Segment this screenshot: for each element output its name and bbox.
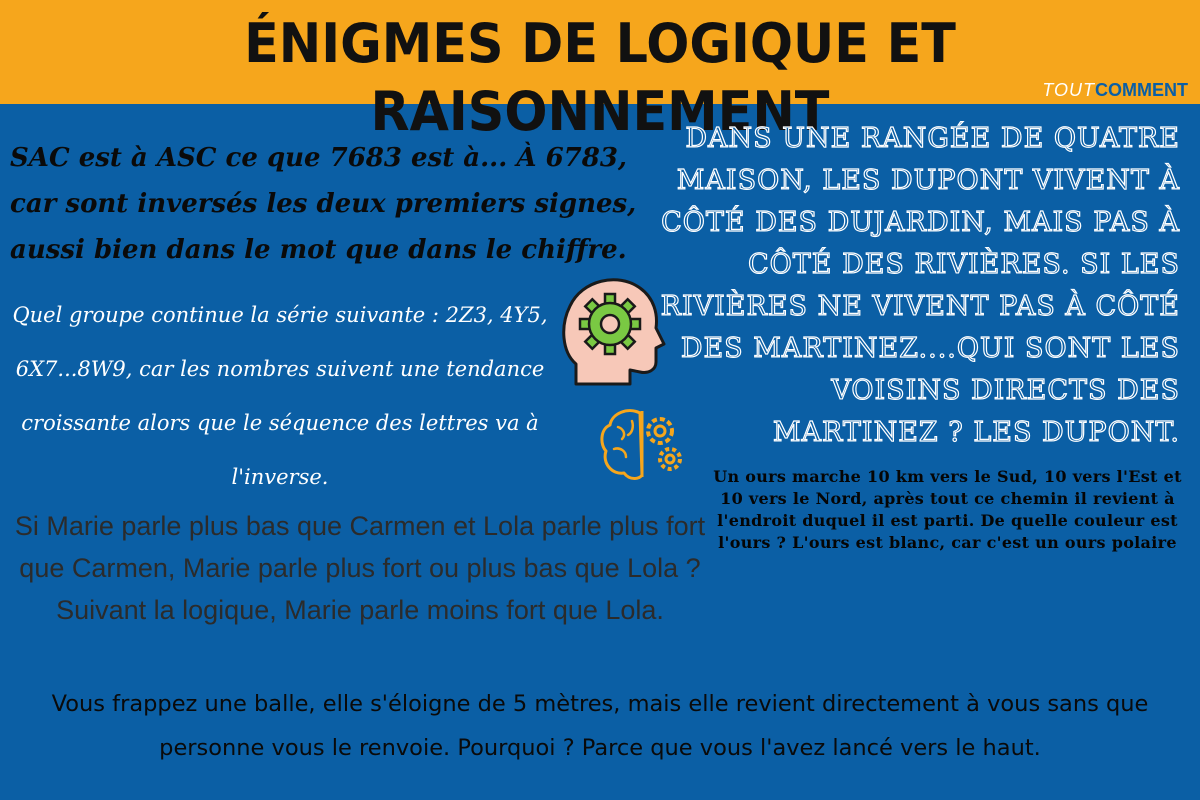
riddle-houses: DANS UNE RANGÉE DE QUATRE MAISON, LES DUPONT VIVENT À CÔTÉ DES DUJARDIN, MAIS PAS À CÔTÉ DES RIVIÈRES. SI LES RIVIÈRES NE VIVENT PAS À CÔTÉ DES MARTINEZ....QUI SONT LES VOISINS DIRECTS DES MARTINEZ ? LES DUPONT.	[660, 123, 1180, 448]
riddle-ball: Vous frappez une balle, elle s'éloigne de 5 mètres, mais elle revient directement à vous sans que personne vous le renvoie. Pourquoi ? Parce que vous l'avez lancé vers le haut.	[51, 691, 1149, 761]
riddle-marie-lola: Si Marie parle plus bas que Carmen et Lola parle plus fort que Carmen, Marie parle plus fort ou plus bas que Lola ? Suivant la logique, Marie parle moins fort que Lola.	[14, 511, 706, 625]
head-with-gear-icon	[556, 266, 666, 396]
riddle-series: Quel groupe continue la série suivante : 2Z3, 4Y5, 6X7...8W9, car les nombres suivent une tendance croissante alors que le séquence des lettres va à l'inverse.	[12, 303, 548, 489]
title-banner	[0, 0, 1200, 143]
brand-logo	[1042, 80, 1188, 100]
page-title: ÉNIGMES DE LOGIQUE ET RAISONNEMENT	[244, 12, 956, 143]
riddle-sac-asc: SAC est à ASC ce que 7683 est à... À 6783, car sont inversés les deux premiers signes, aussi bien dans le mot que dans le chiffre.	[10, 143, 637, 265]
riddle-bear: Un ours marche 10 km vers le Sud, 10 vers l'Est et 10 vers le Nord, après tout ce chemin il revient à l'endroit duquel il est parti. De quelle couleur est l'ours ? L'ours est blanc, car c'est un ours polaire	[713, 467, 1182, 552]
logo-part-tout: TOUT	[1042, 80, 1095, 100]
logo-part-comment: COMMENT	[1095, 80, 1188, 100]
brain-gears-icon	[598, 405, 688, 485]
